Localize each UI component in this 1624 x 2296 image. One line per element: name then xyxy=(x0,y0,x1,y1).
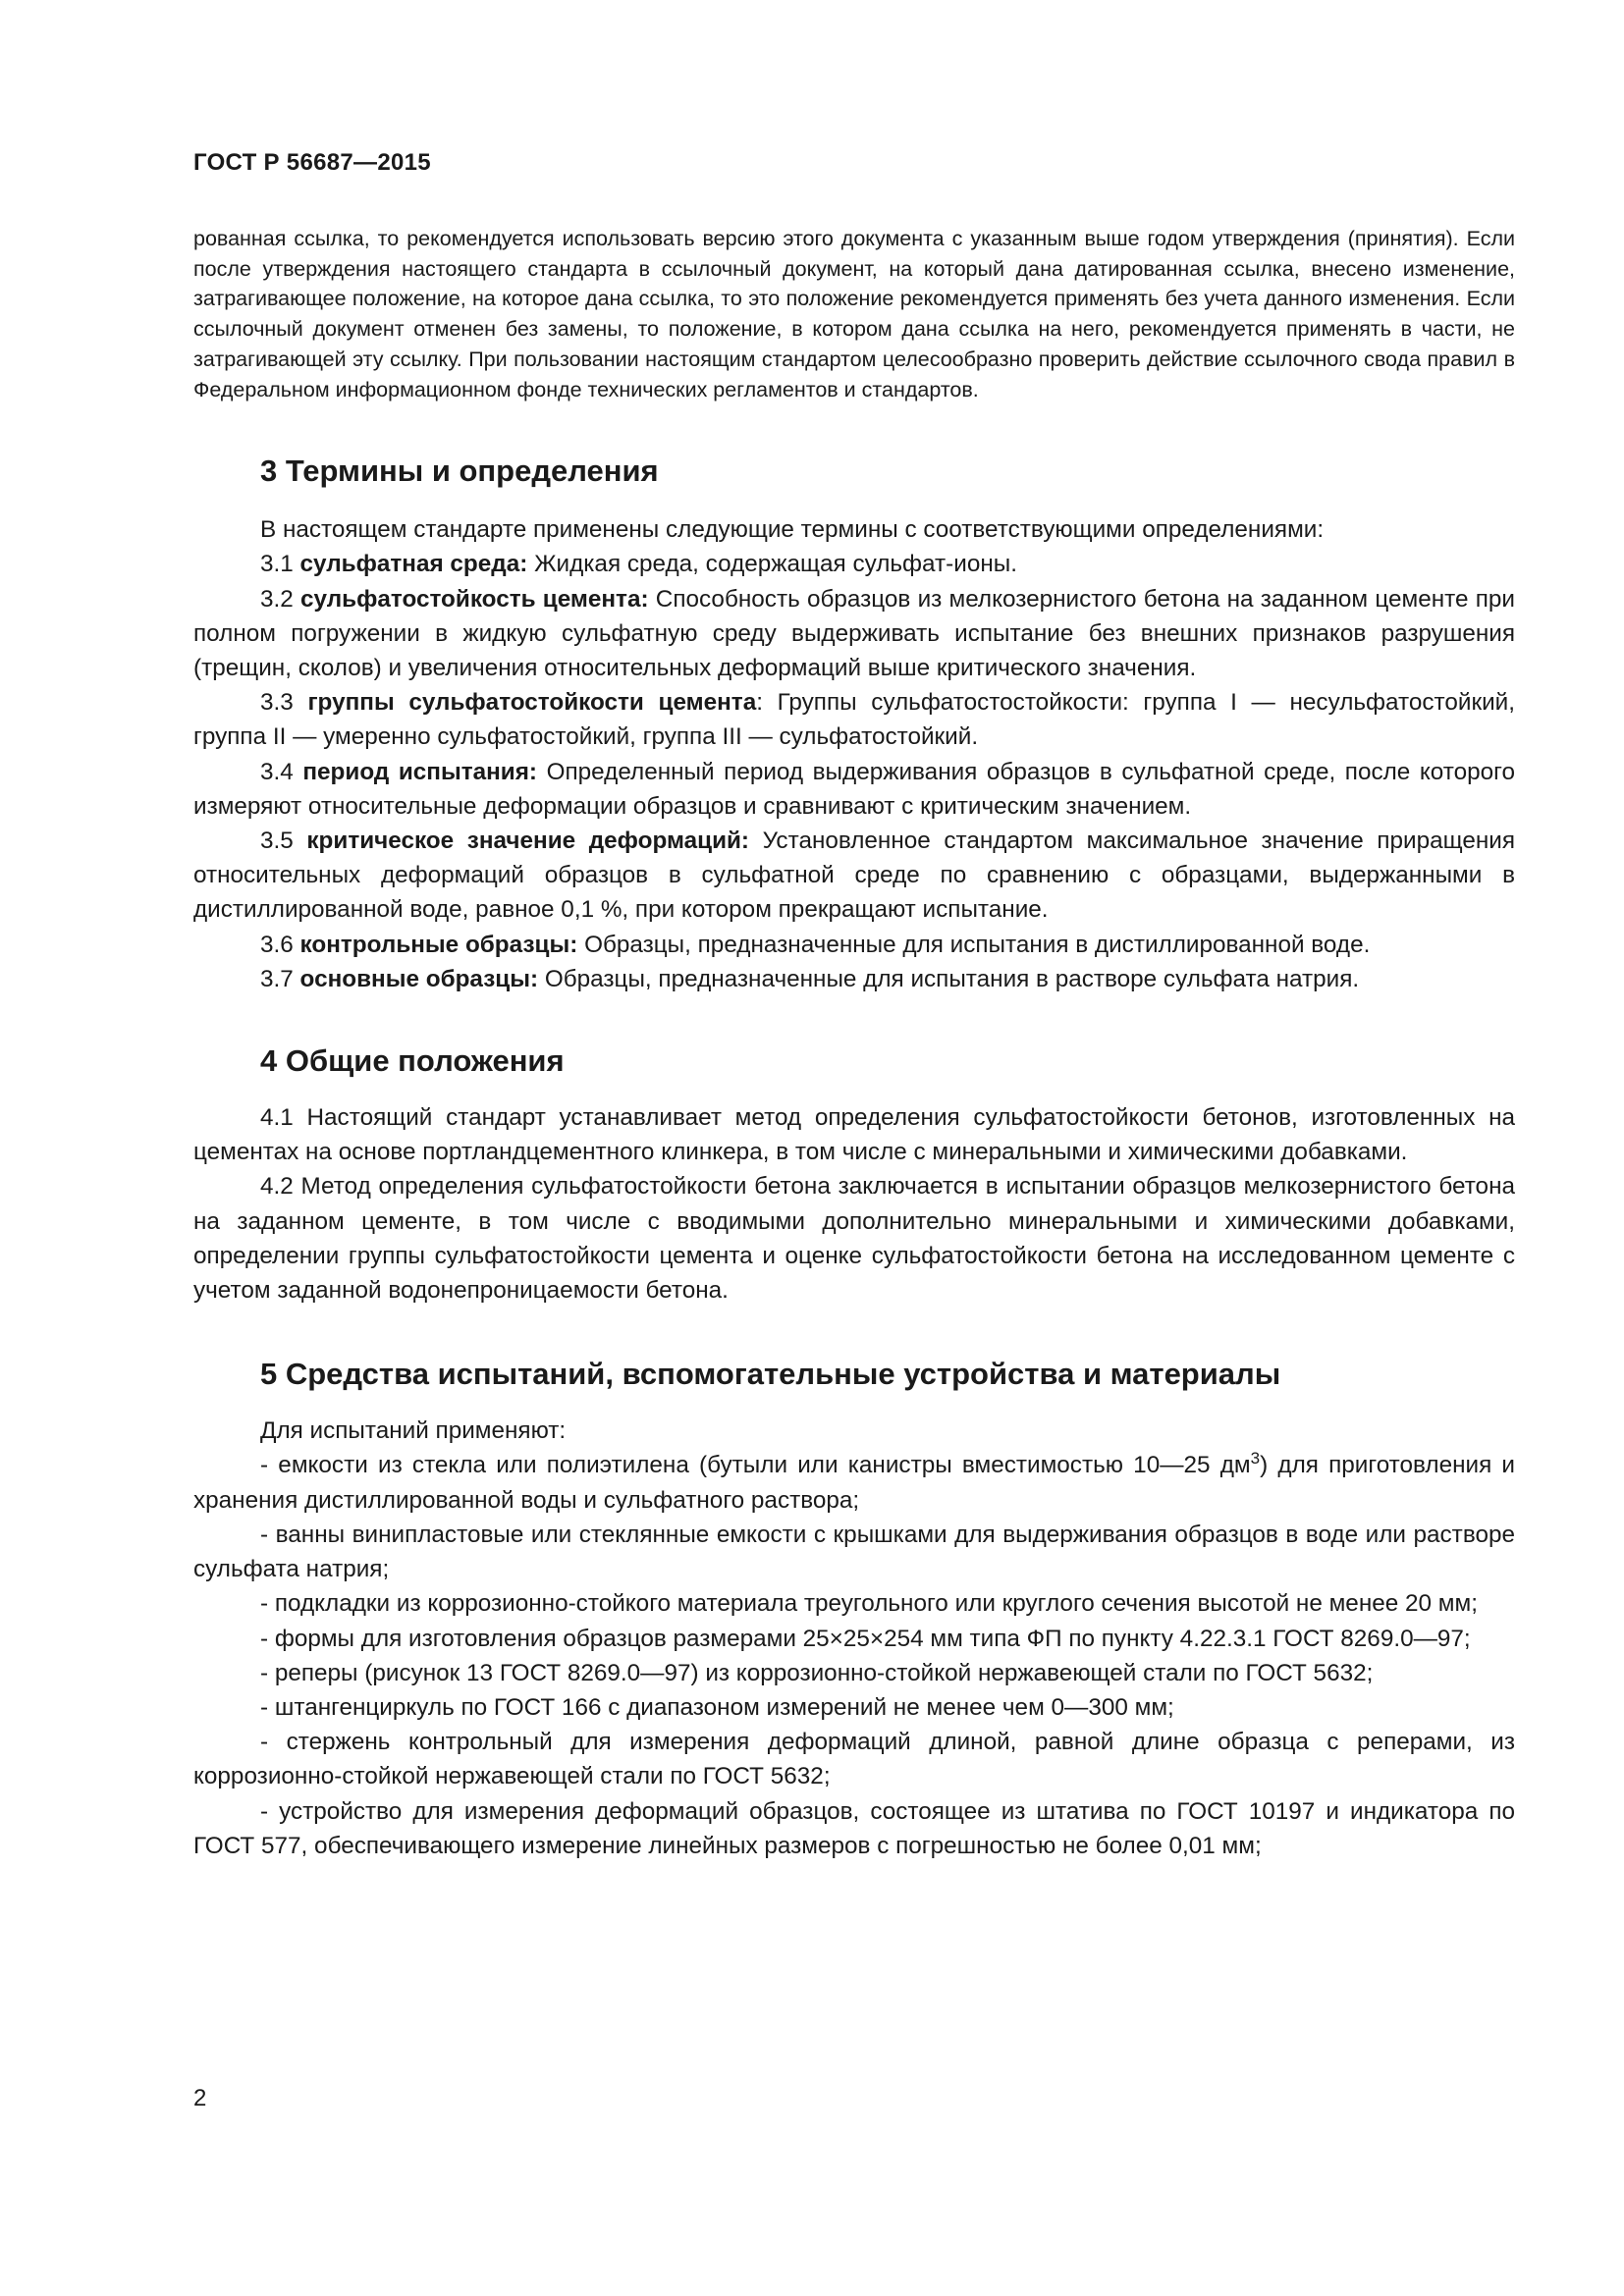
term-3-5: 3.5 критическое значение деформаций: Установленное стандартом максимальное значение приращения относительных деформаций образцов в сульфатной среде по сравнению с образцами, выдержанными в дистиллированной воде, равное 0,1 %, при котором прекращают испытание. xyxy=(193,828,1515,924)
document-code-header: ГОСТ Р 56687—2015 xyxy=(193,149,431,176)
term-name: основные образцы: xyxy=(299,965,539,992)
term-3-6: 3.6 контрольные образцы: Образцы, предназначенные для испытания в дистиллированной воде. xyxy=(260,931,1371,958)
clause-4-2: 4.2 Метод определения сульфатостойкости бетона заключается в испытании образцов мелкозернистого бетона на заданном цементе, в том числе с вводимыми дополнительно минеральными и химическими добавками, определении группы сульфатостойкости цемента и оценке сульфатостойкости бетона на исследованном цементе с учетом заданной водонепроницаемости бетона. xyxy=(193,1173,1515,1305)
term-name: период испытания: xyxy=(302,758,538,785)
equipment-item: - емкости из стекла или полиэтилена (бутыли или канистры вместимостью 10—25 $дм^3$) для приготовления и хранения дистиллированной воды и сульфатного раствора; xyxy=(193,1449,1516,1514)
term-name: сульфатостойкость цемента: xyxy=(300,585,649,613)
section-3-heading: 3 Термины и определения xyxy=(260,454,659,489)
term-3-1: 3.1 сульфатная среда: Жидкая среда, содержащая сульфат-ионы. xyxy=(260,551,1017,578)
term-name: контрольные образцы: xyxy=(299,931,578,958)
term-name: группы сульфатостойкости цемента xyxy=(307,689,757,717)
page-content xyxy=(193,224,1515,1863)
term-name: критическое значение деформаций: xyxy=(306,828,750,855)
intro-paragraph: рованная ссылка, то рекомендуется использовать версию этого документа с указанным выше годом утверждения (принятия). Если после утверждения настоящего стандарта в ссылочный документ, на который дана датированная ссылка, внесено изменение, затрагивающее положение, на которое дана ссылка, то это положение рекомендуется применять без учета данного изменения. Если ссылочный документ отменен без замены, то положение, в котором дана ссылка на него, рекомендуется применять в части, не затрагивающей эту ссылку. При пользовании настоящим стандартом целесообразно проверить действие ссылочного свода правил в Федеральном информационном фонде технических регламентов и стандартов. xyxy=(193,227,1515,401)
section-5-heading: 5 Средства испытаний, вспомогательные устройства и материалы xyxy=(260,1357,1281,1392)
clause-4-1: 4.1 Настоящий стандарт устанавливает метод определения сульфатостойкости бетонов, изготовленных на цементах на основе портландцементного клинкера, в том числе с минеральными и химическими добавками. xyxy=(193,1104,1515,1166)
section-5-lead: Для испытаний применяют: xyxy=(260,1417,567,1445)
term-name: сульфатная среда: xyxy=(299,551,528,578)
equipment-item: - штангенциркуль по ГОСТ 166 с диапазоном измерений не менее чем 0—300 мм; xyxy=(260,1693,1174,1721)
section-3-lead: В настоящем стандарте применены следующие термины с соответствующими определениями: xyxy=(260,516,1325,544)
section-4-heading: 4 Общие положения xyxy=(260,1043,565,1079)
page-number: 2 xyxy=(193,2085,207,2111)
equipment-item: - реперы (рисунок 13 ГОСТ 8269.0—97) из коррозионно-стойкой нержавеющей стали по ГОСТ 5632; xyxy=(260,1659,1374,1686)
equipment-item: - подкладки из коррозионно-стойкого материала треугольного или круглого сечения высотой не менее 20 мм; xyxy=(260,1590,1478,1618)
equipment-item: - формы для изготовления образцов размерами 25×25×254 мм типа ФП по пункту 4.22.3.1 ГОСТ 8269.0—97; xyxy=(260,1625,1471,1652)
equipment-item: - ванны винипластовые или стеклянные емкости с крышками для выдерживания образцов в воде или растворе сульфата натрия; xyxy=(193,1521,1515,1583)
equipment-item: - устройство для измерения деформаций образцов, состоящее из штатива по ГОСТ 10197 и индикатора по ГОСТ 577, обеспечивающего измерение линейных размеров с погрешностью не более 0,01 мм; xyxy=(193,1797,1515,1859)
term-3-2: 3.2 сульфатостойкость цемента: Способность образцов из мелкозернистого бетона на заданном цементе при полном погружении в жидкую сульфатную среду выдерживать испытание без внешних признаков разрушения (трещин, сколов) и увеличения относительных деформаций выше критического значения. xyxy=(193,585,1515,682)
term-3-7: 3.7 основные образцы: Образцы, предназначенные для испытания в растворе сульфата натрия. xyxy=(260,965,1360,992)
equipment-item: - стержень контрольный для измерения деформаций длиной, равной длине образца с реперами, из коррозионно-стойкой нержавеющей стали по ГОСТ 5632; xyxy=(193,1729,1515,1790)
term-3-4: 3.4 период испытания: Определенный период выдерживания образцов в сульфатной среде, после которого измеряют относительные деформации образцов и сравнивают с критическим значением. xyxy=(193,758,1515,820)
term-3-3: 3.3 группы сульфатостойкости цемента: Группы сульфатостостойкости: группа I — несульфатостойкий, группа II — умеренно сульфатостойкий, группа III — сульфатостойкий. xyxy=(193,689,1515,751)
